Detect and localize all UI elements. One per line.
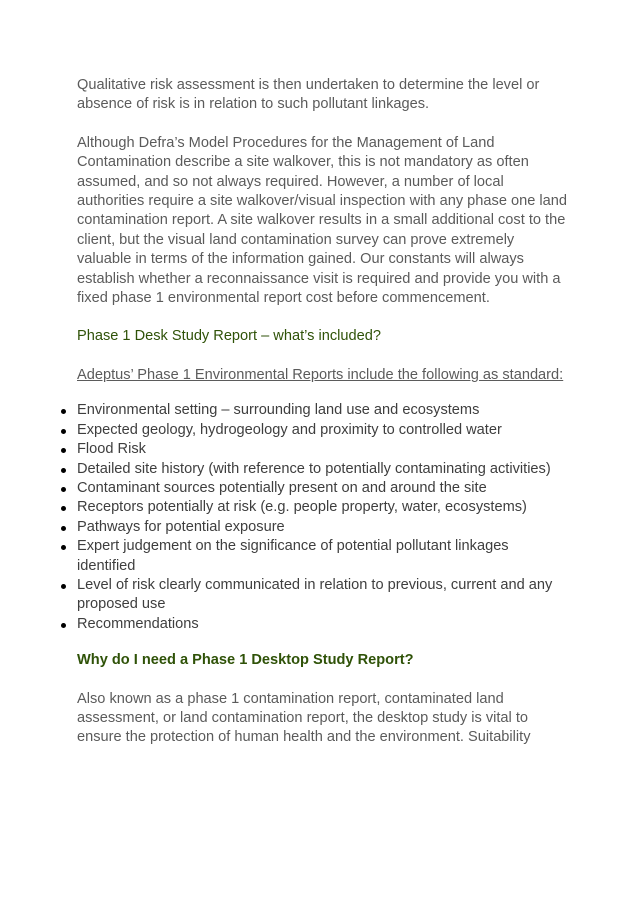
paragraph-site-walkover: Although Defra’s Model Procedures for the Management of Land Contamination describe a site walkover, this is not mandatory as often assumed, and so not always required. However, a number of local authorities require a site walkover/visual inspection with any phase one land contamination report. A site walkover results in a small additional cost to the client, but the visual land contamination survey can prove extremely valuable in terms of the information gained. Our constants will always establish whether a reconnaissance visit is required and provide you with a fixed phase 1 environmental report cost before commencement.: [77, 134, 567, 307]
list-item: [77, 615, 567, 634]
bullet-icon: [61, 429, 66, 434]
bullet-icon: [61, 487, 66, 492]
list-item-text: Detailed site history (with reference to potentially contaminating activities): [77, 460, 551, 477]
list-item: [77, 498, 567, 517]
standard-link-paragraph: [77, 366, 567, 385]
list-item-text: Expected geology, hydrogeology and proximity to controlled water: [77, 421, 502, 438]
list-item: [77, 401, 567, 420]
bullet-icon: [61, 506, 66, 511]
list-item: [77, 421, 567, 440]
bullet-icon: [61, 526, 66, 531]
bullet-icon: [61, 584, 66, 589]
list-item-text: Level of risk clearly communicated in relation to previous, current and any proposed use: [77, 576, 553, 613]
bullet-icon: [61, 468, 66, 473]
list-item: [77, 537, 567, 576]
bullet-icon: [61, 623, 66, 628]
list-item-text: Flood Risk: [77, 441, 146, 458]
list-item-text: Receptors potentially at risk (e.g. people property, water, ecosystems): [77, 499, 527, 516]
bullet-icon: [61, 545, 66, 550]
paragraph-also-known-as: Also known as a phase 1 contamination report, contaminated land assessment, or land contamination report, the desktop study is vital to ensure the protection of human health and the environment. Suitability: [77, 690, 531, 746]
list-item-text: Recommendations: [77, 615, 199, 632]
list-item-text: Pathways for potential exposure: [77, 518, 285, 535]
heading-whats-included: Phase 1 Desk Study Report – what’s included?: [77, 328, 381, 345]
included-items-list: [77, 401, 567, 634]
standard-features-link[interactable]: Adeptus’ Phase 1 Environmental Reports include the following as standard:: [77, 366, 564, 383]
bullet-icon: [61, 448, 66, 453]
list-item: [77, 518, 567, 537]
list-item: [77, 576, 567, 615]
heading-why-needed: Why do I need a Phase 1 Desktop Study Report?: [77, 652, 414, 669]
list-item: [77, 440, 567, 459]
list-item: [77, 479, 567, 498]
bullet-icon: [61, 409, 66, 414]
list-item-text: Environmental setting – surrounding land use and ecosystems: [77, 402, 480, 419]
list-item-text: Contaminant sources potentially present on and around the site: [77, 479, 487, 496]
list-item-text: Expert judgement on the significance of potential pollutant linkages identified: [77, 538, 509, 574]
paragraph-qualitative-risk: Qualitative risk assessment is then undertaken to determine the level or absence of risk is in relation to such pollutant linkages.: [77, 77, 540, 113]
document-body: [77, 76, 567, 748]
list-item: [77, 460, 567, 479]
